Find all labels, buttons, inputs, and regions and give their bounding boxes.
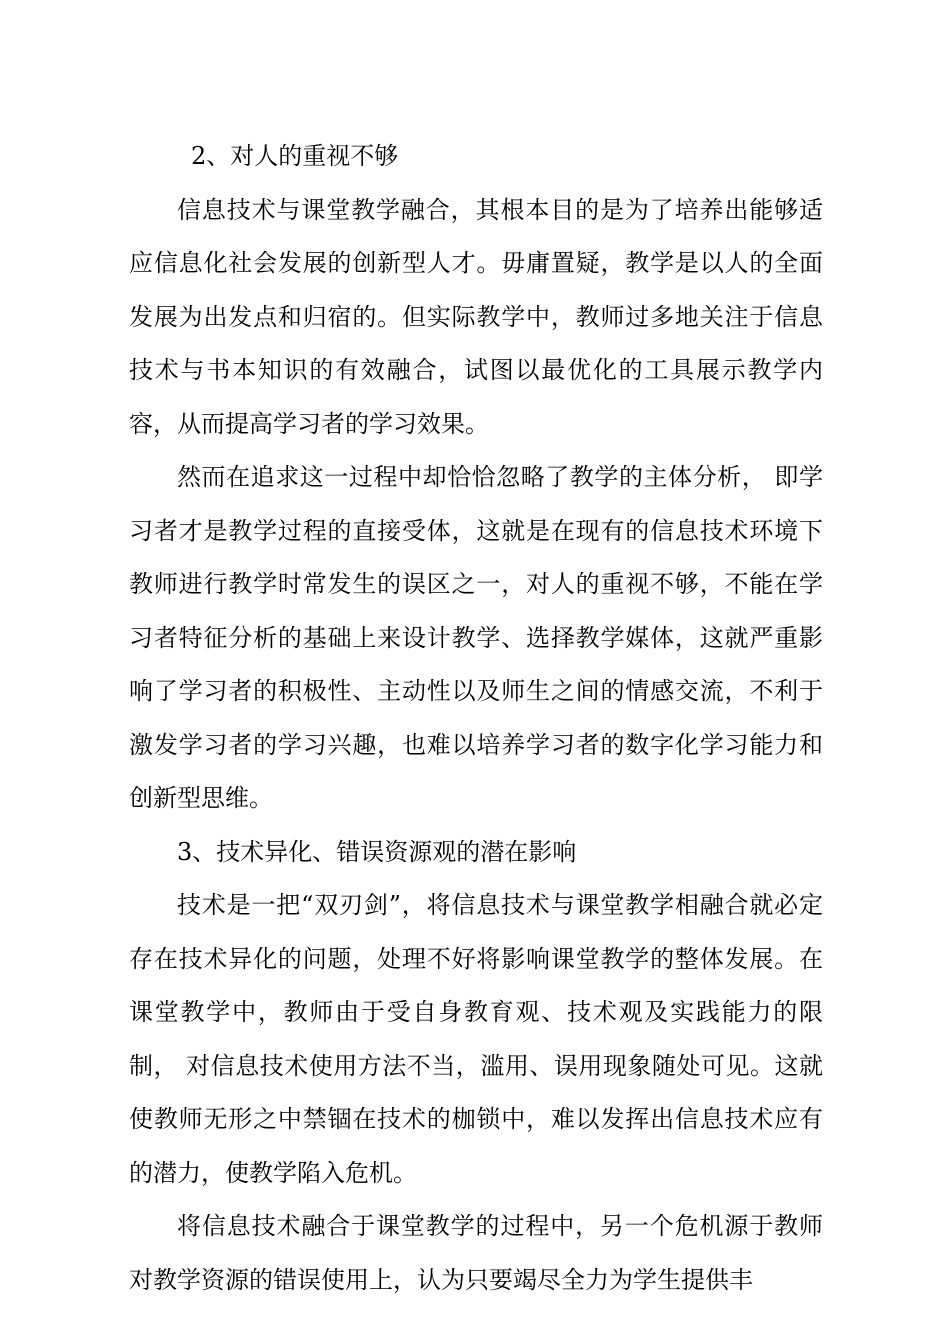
document-body <box>129 130 823 1307</box>
paragraph-3: 技术是一把“双刃剑”，将信息技术与课堂教学相融合就必定存在技术异化的问题，处理不好将影响课堂教学的整体发展。在课堂教学中，教师由于受自身教育观、技术观及实践能力的限制， 对信息技术使用方法不当，滥用、误用现象随处可见。这就使教师无形之中禁锢在技术的枷锁中，难以发挥出信息技术应有的潜力，使教学陷入危机。 <box>129 891 823 1187</box>
section-heading-3: 3、技术异化、错误资源观的潜在影响 <box>177 837 577 866</box>
section-heading-2: 2、对人的重视不够 <box>191 142 399 170</box>
paragraph-4: 将信息技术融合于课堂教学的过程中，另一个危机源于教师对教学资源的错误使用上，认为只要竭尽全力为学生提供丰 <box>129 1212 823 1294</box>
paragraph-1: 信息技术与课堂教学融合，其根本目的是为了培养出能够适应信息化社会发展的创新型人才。毋庸置疑，教学是以人的全面发展为出发点和归宿的。但实际教学中，教师过多地关注于信息技术与书本知识的有效融合，试图以最优化的工具展示教学内容，从而提高学习者的学习效果。 <box>129 195 823 438</box>
paragraph-2: 然而在追求这一过程中却恰恰忽略了教学的主体分析， 即学习者才是教学过程的直接受体，这就是在现有的信息技术环境下教师进行教学时常发生的误区之一，对人的重视不够，不能在学习者特征分析的基础上来设计教学、选择教学媒体，这就严重影响了学习者的积极性、主动性以及师生之间的情感交流，不利于激发学习者的学习兴趣，也难以培养学习者的数字化学习能力和创新型思维。 <box>129 463 823 812</box>
